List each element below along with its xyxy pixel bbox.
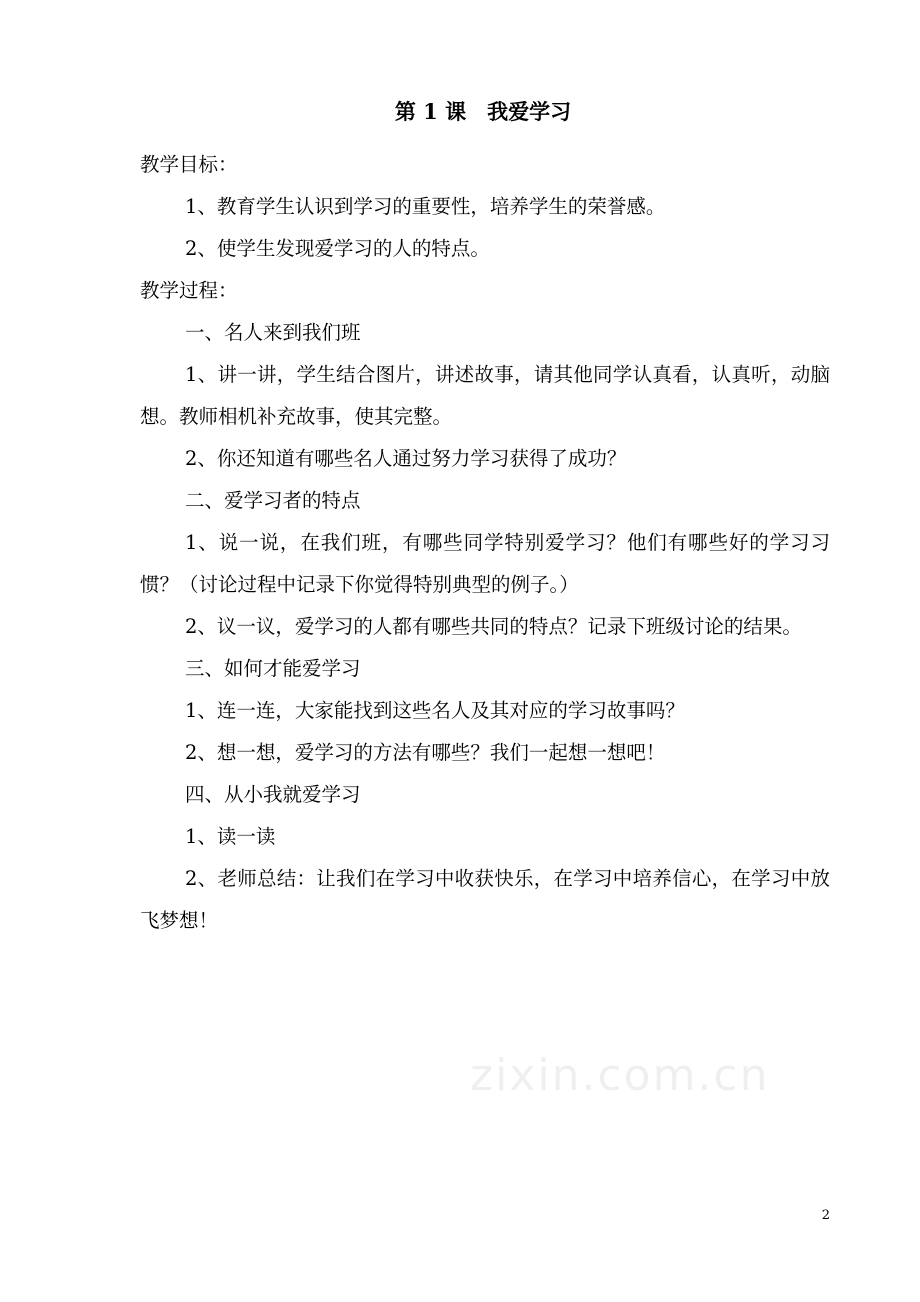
paragraph: 1、教育学生认识到学习的重要性，培养学生的荣誉感。 — [185, 195, 666, 218]
paragraph: 2、你还知道有哪些名人通过努力学习获得了成功？ — [185, 447, 627, 470]
paragraph: 1、读一读 — [185, 825, 276, 848]
page-title: 第 1 课 我爱学习 — [394, 99, 572, 124]
document-body — [140, 144, 830, 942]
paragraph: 2、老师总结：让我们在学习中收获快乐，在学习中培养信心，在学习中放飞梦想！ — [140, 867, 830, 932]
subheading: 四、从小我就爱学习 — [185, 783, 361, 806]
subheading: 二、爱学习者的特点 — [185, 489, 361, 512]
paragraph: 2、议一议，爱学习的人都有哪些共同的特点？记录下班级讨论的结果。 — [185, 615, 802, 638]
subheading: 三、如何才能爱学习 — [185, 657, 361, 680]
paragraph: 1、说一说，在我们班，有哪些同学特别爱学习？他们有哪些好的学习习惯？（讨论过程中记录下你觉得特别典型的例子。） — [140, 531, 830, 596]
watermark: zixin.com.cn — [470, 1050, 770, 1101]
paragraph: 1、讲一讲，学生结合图片，讲述故事，请其他同学认真看，认真听，动脑想。教师相机补充故事，使其完整。 — [140, 363, 830, 428]
paragraph: 2、想一想，爱学习的方法有哪些？我们一起想一想吧！ — [185, 741, 666, 764]
page-number: 2 — [821, 1208, 830, 1223]
section-heading-process: 教学过程： — [140, 279, 238, 302]
paragraph: 1、连一连，大家能找到这些名人及其对应的学习故事吗？ — [185, 699, 685, 722]
section-heading-goals: 教学目标： — [140, 153, 238, 176]
subheading: 一、名人来到我们班 — [185, 321, 361, 344]
paragraph: 2、使学生发现爱学习的人的特点。 — [185, 237, 490, 260]
